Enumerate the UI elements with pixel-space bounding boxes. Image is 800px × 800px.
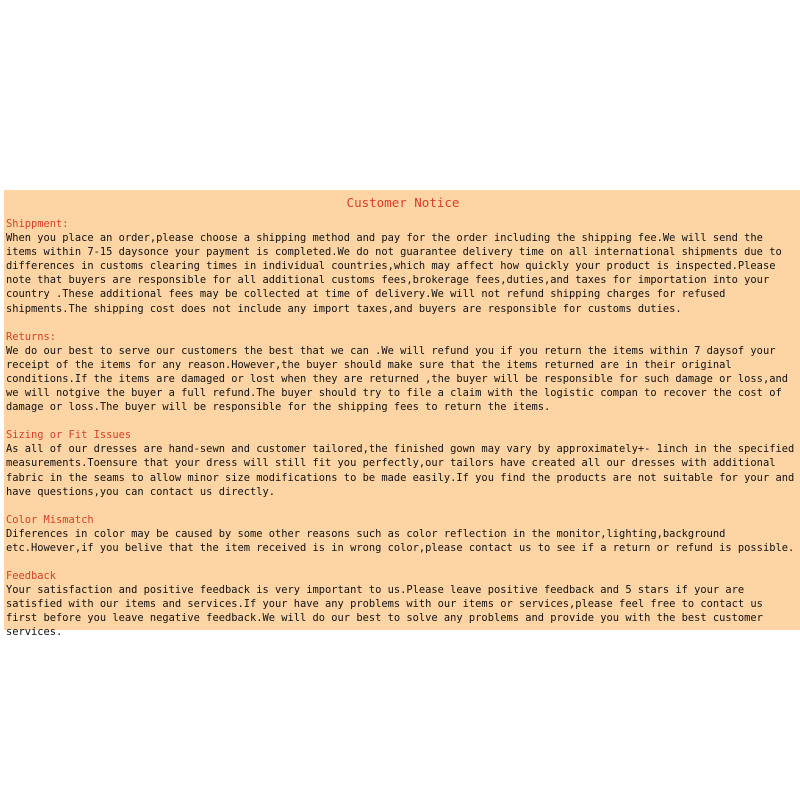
section-body-feedback: Your satisfaction and positive feedback is very important to us.Please leave positive feedback and 5 stars if your are satisfied with our items and services.If your have any problems with our items or services,please feel free to contact us first before you leave negative feedback.We will do our best to solve any problems and provide you with the best customer services. bbox=[6, 584, 763, 639]
section-body-sizing: As all of our dresses are hand-sewn and customer tailored,the finished gown may vary by approximately+- 1inch in the specified measurements.Toensure that your dress will still fit you perfectly,our tailors have created all our dresses with additional fabric in the seams to allow minor size modifications to be made easily.If you find the products are not suitable for your and have questions,you can contact us directly. bbox=[6, 443, 795, 498]
section-heading-feedback: Feedback bbox=[6, 569, 57, 582]
section-shipment bbox=[6, 217, 800, 316]
section-color-mismatch bbox=[6, 513, 800, 555]
section-body-color-mismatch: Diferences in color may be caused by some other reasons such as color reflection in the monitor,lighting,background etc.However,if you belive that the item received is in wrong color,please contact us to see if a return or refund is possible. bbox=[6, 527, 795, 554]
section-heading-returns: Returns: bbox=[6, 330, 57, 343]
customer-notice-panel bbox=[4, 190, 800, 639]
section-body-returns: We do our best to serve our customers the best that we can .We will refund you if you return the items within 7 daysof your receipt of the items for any reason.However,the buyer should make sure that the items returned are in their original conditions.If the items are damaged or lost when they are returned ,the buyer will be responsible for such damage or loss,and we will notgive the buyer a full refund.The buyer should try to file a claim with the logistic compan to recover the cost of damage or loss.The buyer will be responsible for the shipping fees to return the items. bbox=[6, 344, 788, 414]
section-heading-color-mismatch: Color Mismatch bbox=[6, 513, 94, 526]
section-heading-shipment: Shippment: bbox=[6, 218, 69, 230]
section-body-shipment: When you place an order,please choose a shipping method and pay for the order including the shipping fee.We will send the items within 7-15 daysonce your payment is completed.We do not guarantee delivery time on all international shipments due to differences in customs clearing times in individual countries,which may affect how quickly your product is inspected.Please note that buyers are responsible for all additional customs fees,brokerage fees,duties,and taxes for importation into your country .These additional fees may be collected at time of delivery.We will not refund shipping charges for refused shipments.The shipping cost does not include any import taxes,and buyers are responsible for customs duties. bbox=[6, 232, 782, 315]
section-returns bbox=[6, 330, 800, 415]
section-sizing bbox=[6, 428, 800, 498]
section-heading-sizing: Sizing or Fit Issues bbox=[6, 429, 132, 442]
notice-title: Customer Notice bbox=[346, 195, 460, 210]
section-feedback bbox=[6, 569, 800, 639]
